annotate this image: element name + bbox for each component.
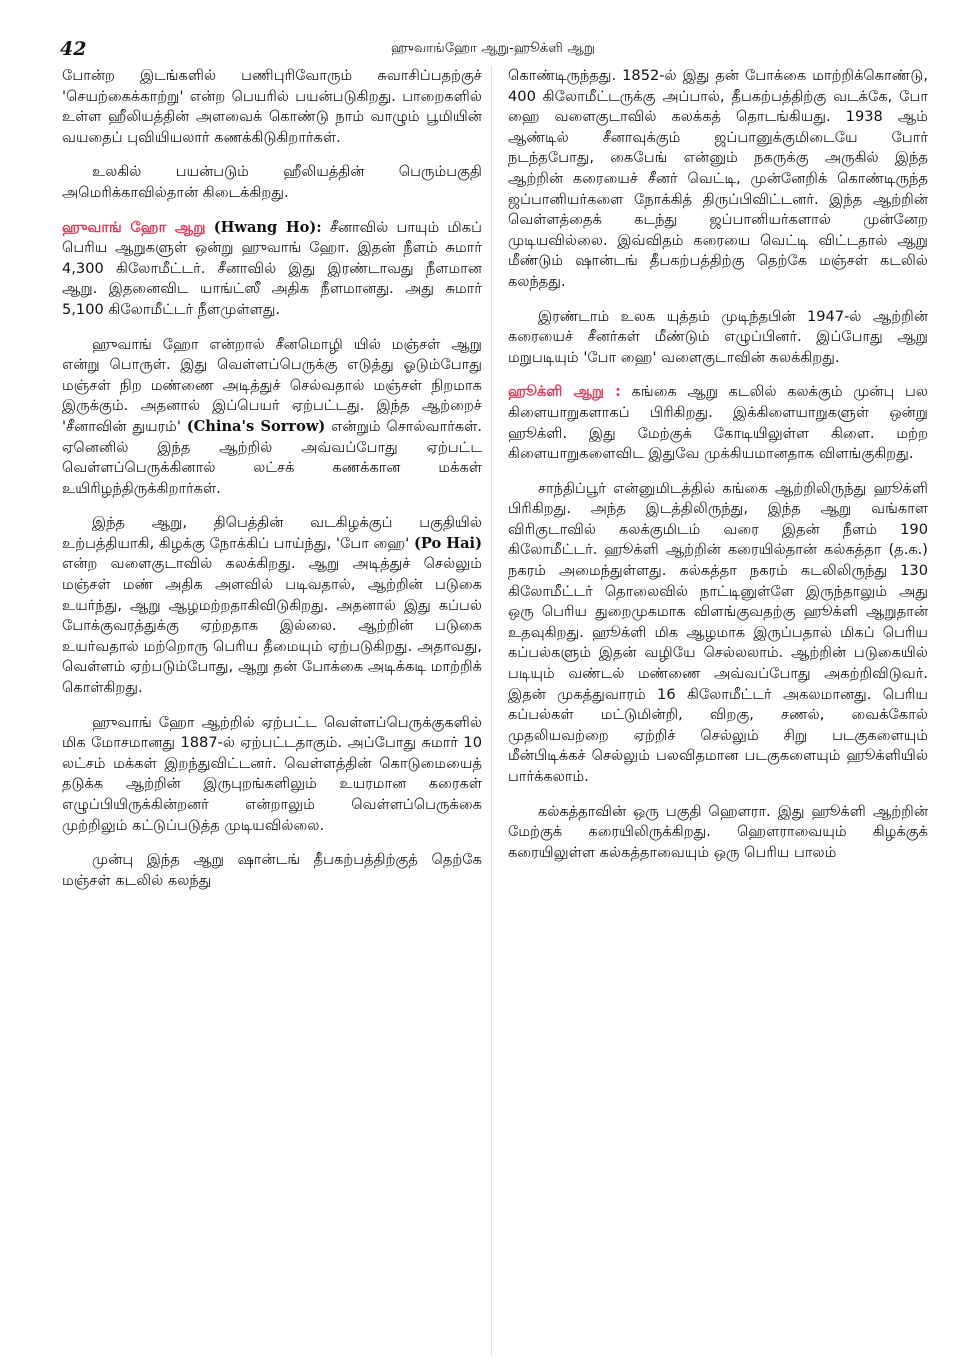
english-term: (Po Hai) — [413, 534, 482, 552]
paragraph: கல்கத்தாவின் ஒரு பகுதி ஹௌரா. இது ஹூக்ளி ஆற்றின் மேற்குக் கரையிலிருக்கிறது. ஹௌராவையும் கிழக்குக் கரையிலுள்ள கல்கத்தாவையும் ஒரு பெரிய பாலம் — [508, 802, 928, 861]
paragraph: இரண்டாம் உலக யுத்தம் முடிந்தபின் 1947-ல் ஆற்றின் கரையைச் சீனர்கள் மீண்டும் எழுப்பினர். இப்போது ஆறு மறுபடியும் 'போ ஹை' வளைகுடாவின் கலக்கிறது. — [508, 307, 928, 366]
page-header — [60, 38, 926, 66]
english-term: (China's Sorrow) — [186, 417, 326, 435]
paragraph — [62, 335, 482, 500]
paragraph-text: ஹுவாங் ஹோ என்றால் சீனமொழி யில் மஞ்சள் ஆறு என்று பொருள். இது வெள்ளப்பெருக்கு எடுத்து ஓடும்போது மஞ்சள் நிற மண்ணை அடித்துச் செல்வதால் மஞ்சள் நிறமாக இருக்கும். அதனால் இப்பெயர் ஏற்பட்டது. இந்த ஆற்றைச் 'சீனாவின் துயரம்' — [62, 335, 482, 435]
paragraph: ஹுவாங் ஹோ ஆற்றில் ஏற்பட்ட வெள்ளப்பெருக்குகளில் மிக மோசமானது 1887-ல் ஏற்பட்டதாகும். அப்போது சுமார் 10 லட்சம் மக்கள் இறந்துவிட்டனர். வெள்ளத்தின் கொடுமையைத் தடுக்க ஆற்றின் இருபுறங்களிலும் உயரமான கரைகள் எழுப்பியிருக்கின்றனர் என்றாலும் வெள்ளப்பெருக்கை முற்றிலும் கட்டுப்படுத்த முடியவில்லை. — [62, 713, 482, 834]
right-column — [508, 66, 928, 1356]
paragraph: கொண்டிருந்தது. 1852-ல் இது தன் போக்கை மாற்றிக்கொண்டு, 400 கிலோமீட்டருக்கு அப்பால், தீபகற்பத்திற்கு வடக்கே, போ ஹை வளைகுடாவில் கலக்கத் தொடங்கியது. 1938 ஆம் ஆண்டில் சீனாவுக்கும் ஜப்பானுக்குமிடையே போர் நடந்தபோது, கைபேங் என்னும் நகருக்கு அருகில் இந்த ஆற்றின் கரையைச் சீனர் வெட்டி, முன்னேறிக் கொண்டிருந்த ஜப்பானியர்களை நோக்கித் திருப்பிவிட்டனர். இந்த ஆற்றின் வெள்ளத்தைக் கடந்து ஜப்பானியர்களால் முன்னேற முடியவில்லை. இவ்விதம் கரையை வெட்டி விட்டதால் ஆறு மீண்டும் ஷான்டங் தீபகற்பத்திற்கு தெற்கே மஞ்சள் கடலில் கலந்தது. — [508, 67, 928, 290]
paragraph — [62, 513, 482, 698]
section-heading-hwang-ho: ஹுவாங் ஹோ ஆறு — [62, 218, 206, 236]
section-hooghly — [508, 382, 928, 464]
paragraph-text: என்ற வளைகுடாவில் கலக்கிறது. ஆறு அடித்துச் செல்லும் மஞ்சள் மண் அதிக அளவில் படிவதால், ஆற்றின் படுகை உயர்ந்து, ஆறு ஆழமற்றதாகிவிடுகிறது. அதனால் இது கப்பல் போக்குவரத்துக்கு ஏற்றதாக இல்லை. ஆற்றின் படுகை உயர்வதால் மற்றொரு பெரிய தீமையும் ஏற்படுகிறது. அதாவது, வெள்ளம் ஏற்படும்போது, ஆறு தன் போக்கை அடிக்கடி மாற்றிக் கொள்கிறது. — [62, 555, 482, 697]
page-number: 42 — [60, 38, 87, 60]
running-title: ஹுவாங்ஹோ ஆறு-ஹூக்ளி ஆறு — [390, 41, 596, 56]
left-column — [62, 66, 482, 1356]
paragraph: போன்ற இடங்களில் பணிபுரிவோரும் சுவாசிப்பதற்குச் 'செயற்கைக்காற்று' என்ற பெயரில் பயன்படுகிறது. பாறைகளில் உள்ள ஹீலியத்தின் அளவைக் கொண்டு நாம் வாழும் பூமியின் வயதைப் புவியியலார் கணக்கிடுகிறார்கள். — [62, 67, 482, 146]
paragraph: உலகில் பயன்படும் ஹீலியத்தின் பெரும்பகுதி அமெரிக்காவில்தான் கிடைக்கிறது. — [62, 163, 482, 201]
section-heading-hooghly: ஹூக்ளி ஆறு : — [508, 383, 621, 401]
section-intro-text: சீனாவில் பாயும் மிகப் பெரிய ஆறுகளுள் ஒன்று ஹுவாங் ஹோ. இதன் நீளம் சுமார் 4,300 கிலோமீட்டர். சீனாவில் இது இரண்டாவது நீளமான ஆறு. இதனைவிட யாங்ட்ஸீ அதிக நீளமானது. அது சுமார் 5,100 கிலோமீட்டர் நீளமுள்ளது. — [62, 218, 482, 318]
paragraph-text: இந்த ஆறு, திபெத்தின் வடகிழக்குப் பகுதியில் உற்பத்தியாகி, கிழக்கு நோக்கிப் பாய்ந்து, 'போ ஹை' — [62, 514, 482, 552]
section-intro-text: கங்கை ஆறு கடலில் கலக்கும் முன்பு பல கிளையாறுகளாகப் பிரிகிறது. இக்கிளையாறுகளுள் ஒன்று ஹூக்ளி. இது மேற்குக் கோடியிலுள்ள கிளை. மற்ற கிளையாறுகளைவிட இதுவே முக்கியமானதாக விளங்குகிறது. — [508, 383, 928, 463]
column-gutter — [491, 66, 492, 1356]
section-hwang-ho — [62, 218, 482, 321]
paragraph-text: என்றும் சொல்வார்கள். ஏனெனில் இந்த ஆற்றில் அவ்வப்போது ஏற்பட்ட வெள்ளப்பெருக்கினால் லட்சக் கணக்கான மக்கள் உயிரிழந்திருக்கிறார்கள். — [62, 417, 482, 497]
paragraph: முன்பு இந்த ஆறு ஷான்டங் தீபகற்பத்திற்குத் தெற்கே மஞ்சள் கடலில் கலந்து — [62, 851, 482, 889]
paragraph: சாந்திப்பூர் என்னுமிடத்தில் கங்கை ஆற்றிலிருந்து ஹூக்ளி பிரிகிறது. அந்த இடத்திலிருந்து, இந்த ஆறு வங்காள விரிகுடாவில் கலக்குமிடம் வரை இதன் நீளம் 190 கிலோமீட்டர். ஹூக்ளி ஆற்றின் கரையில்தான் கல்கத்தா (த.க.) நகரம் அமைந்துள்ளது. கல்கத்தா நகரம் கடலிலிருந்து 130 கிலோமீட்டர் தொலைவில் நாட்டினுள்ளே இருந்தாலும் அது ஒரு பெரிய துறைமுகமாக விளங்குவதற்கு ஹூக்ளி ஆறுதான் உதவுகிறது. ஹூக்ளி மிக ஆழமாக இருப்பதால் மிகப் பெரிய கப்பல்களும் இதன் வழியே செல்லலாம். ஆற்றின் படுகையில் படியும் வண்டல் மண்ணை அவ்வப்போது அகற்றிவிடுவர். இதன் முகத்துவாரம் 16 கிலோமீட்டர் அகலமானது. பெரிய கப்பல்கள் மட்டுமின்றி, விறகு, சணல், வைக்கோல் முதலியவற்றை ஏற்றிச் செல்லும் சிறு படகுகளையும் மீன்பிடிக்கச் செல்லும் பலவிதமான படகுகளையும் ஹூக்ளியில் பார்க்கலாம். — [508, 479, 928, 785]
section-heading-english: (Hwang Ho): — [213, 218, 322, 236]
